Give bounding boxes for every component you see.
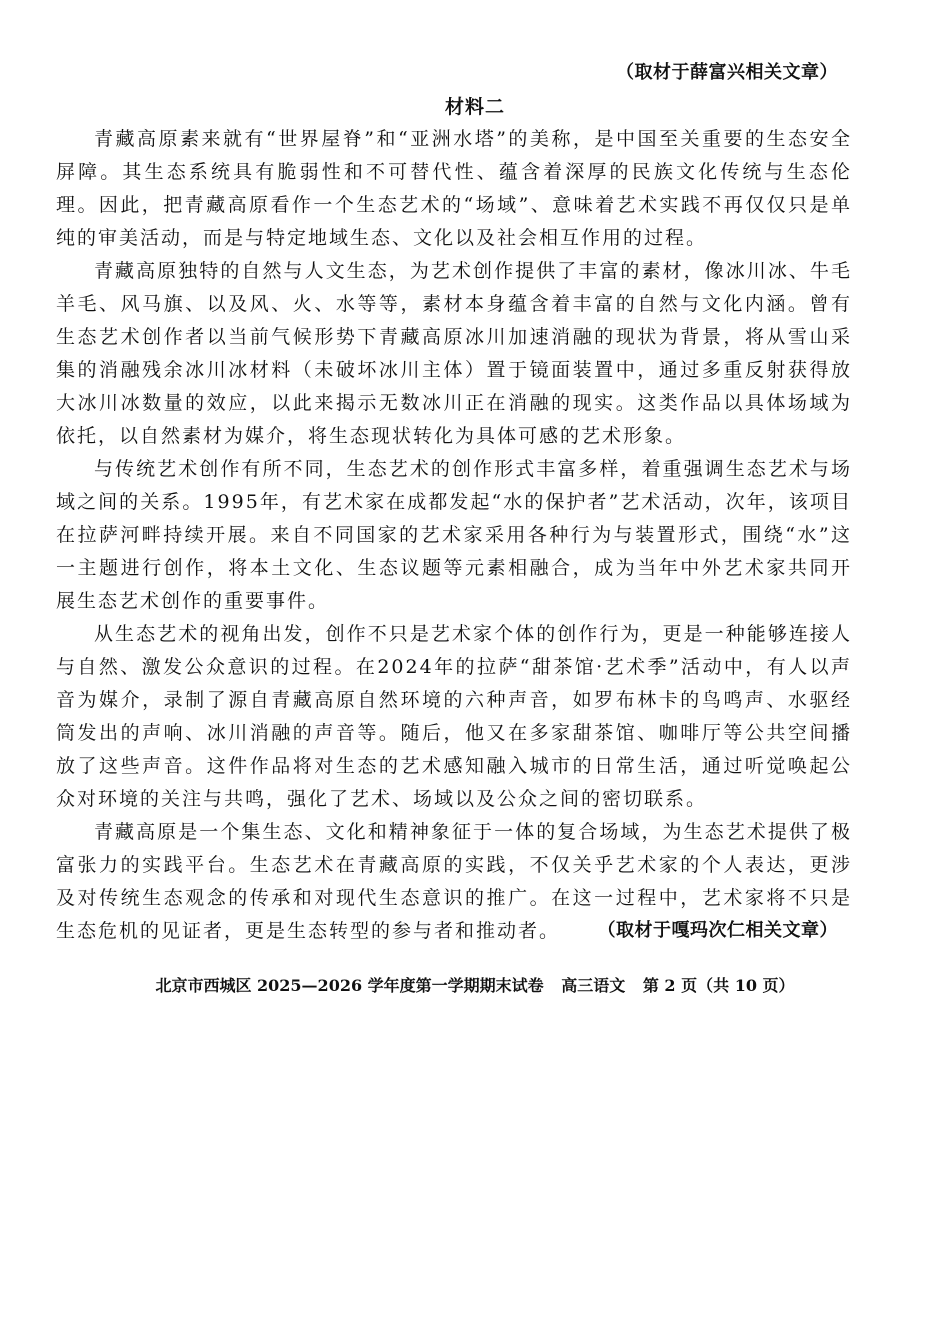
source-citation-2: （取材于嘎玛次仁相关文章） [597, 920, 838, 941]
section-heading: 材料二 [444, 96, 505, 118]
paragraph-4: 从生态艺术的视角出发，创作不只是艺术家个体的创作行为，更是一种能够连接人与自然、激发公众意识的过程。在2024年的拉萨“甜茶馆·艺术季”活动中，有人以声音为媒介，录制了源自青藏高原自然环境的六种声音，如罗布林卡的鸟鸣声、水驱经筒发出的声响、冰川消融的声音等。随后，他又在多家甜茶馆、咖啡厅等公共空间播放了这些声音。这件作品将对生态的艺术感知融入城市的日常生活，通过听觉唤起公众对环境的关注与共鸣，强化了艺术、场域以及公众之间的密切联系。 [56, 623, 852, 810]
source-citation-1: （取材于薛富兴相关文章） [616, 62, 838, 83]
paragraph-2: 青藏高原独特的自然与人文生态，为艺术创作提供了丰富的素材，像冰川冰、牛毛羊毛、风马旗、以及风、火、水等等，素材本身蕴含着丰富的自然与文化内涵。曾有生态艺术创作者以当前气候形势下青藏高原冰川加速消融的现状为背景，将从雪山采集的消融残余冰川冰材料（未破坏冰川主体）置于镜面装置中，通过多重反射获得放大冰川冰数量的效应，以此来揭示无数冰川正在消融的现实。这类作品以具体场域为依托，以自然素材为媒介，将生态现状转化为具体可感的艺术形象。 [56, 260, 852, 447]
page-footer [0, 973, 950, 996]
footer-page-number: 第 2 页（共 10 页） [642, 976, 795, 995]
paragraph-1: 青藏高原素来就有“世界屋脊”和“亚洲水塔”的美称，是中国至关重要的生态安全屏障。其生态系统具有脆弱性和不可替代性、蕴含着深厚的民族文化传统与生态伦理。因此，把青藏高原看作一个生态艺术的“场域”、意味着艺术实践不再仅仅只是单纯的审美活动，而是与特定地域生态、文化以及社会相互作用的过程。 [56, 128, 852, 249]
paragraph-3: 与传统艺术创作有所不同，生态艺术的创作形式丰富多样，着重强调生态艺术与场域之间的关系。1995年，有艺术家在成都发起“水的保护者”艺术活动，次年，该项目在拉萨河畔持续开展。来自不同国家的艺术家采用各种行为与装置形式，围绕“水”这一主题进行创作，将本土文化、生态议题等元素相融合，成为当年中外艺术家共同开展生态艺术创作的重要事件。 [56, 458, 852, 612]
article-body [56, 123, 852, 948]
footer-exam-title: 北京市西城区 2025—2026 学年度第一学期期末试卷 [155, 976, 544, 995]
footer-subject: 高三语文 [561, 976, 626, 995]
paragraph-5: 青藏高原是一个集生态、文化和精神象征于一体的复合场域，为生态艺术提供了极富张力的实践平台。生态艺术在青藏高原的实践，不仅关乎艺术家的个人表达，更涉及对传统生态观念的传承和对现代生态意识的推广。在这一过程中，艺术家将不只是生态危机的见证者，更是生态转型的参与者和推动者。 [56, 821, 852, 942]
